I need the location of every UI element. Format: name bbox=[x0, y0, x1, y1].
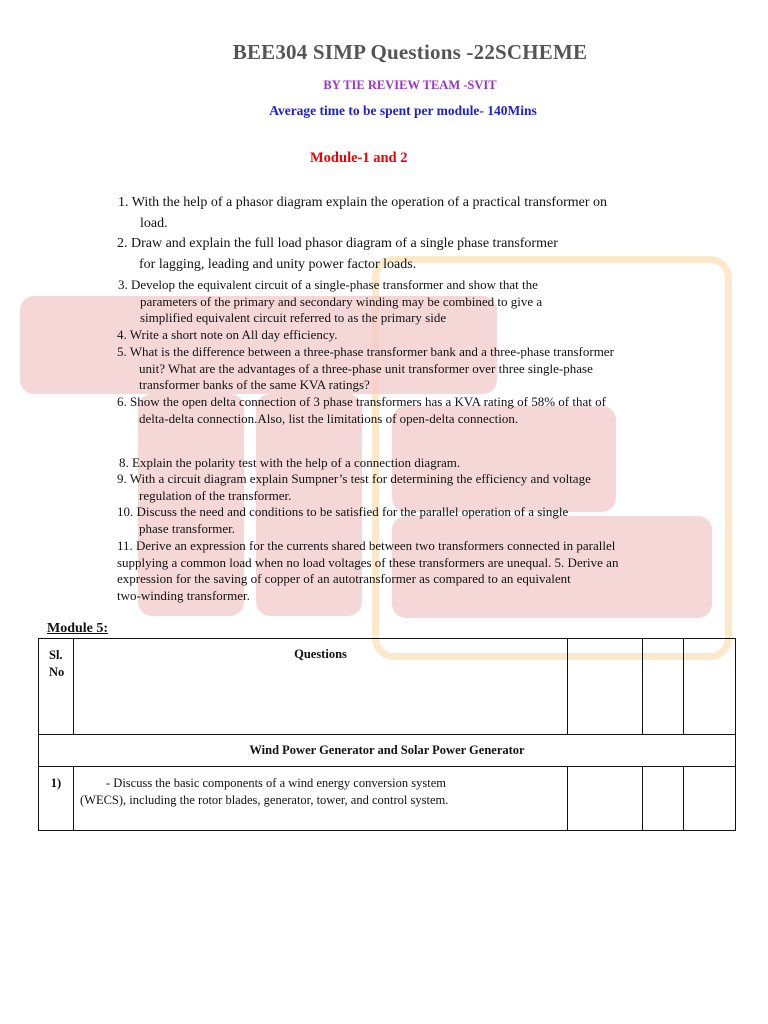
table-header-row bbox=[39, 639, 736, 735]
row-question bbox=[74, 767, 568, 831]
question-5-line3: transformer banks of the same KVA ratings? bbox=[139, 377, 370, 392]
module-5-heading: Module 5: bbox=[47, 621, 109, 636]
question-11 bbox=[117, 538, 717, 604]
row-empty-cell bbox=[643, 767, 684, 831]
question-1 bbox=[118, 192, 688, 234]
question-10 bbox=[117, 504, 707, 537]
question-5-line1: 5. What is the difference between a three-phase transformer bank and a three-phase transformer bbox=[117, 344, 614, 359]
question-3-line3: simplified equivalent circuit referred to as the primary side bbox=[140, 310, 447, 325]
question-10-line1: 10. Discuss the need and conditions to be satisfied for the parallel operation of a single bbox=[117, 504, 569, 519]
average-time-note: Average time to be spent per module- 140Mins bbox=[269, 103, 537, 118]
question-3-line2: parameters of the primary and secondary winding may be combined to give a bbox=[140, 293, 543, 309]
question-6-line2: delta-delta connection.Also, list the limitations of open-delta connection. bbox=[139, 410, 519, 426]
question-3 bbox=[118, 277, 698, 327]
document-title: BEE304 SIMP Questions -22SCHEME bbox=[232, 40, 588, 64]
row-number: 1) bbox=[39, 767, 74, 831]
table-row bbox=[39, 767, 736, 831]
question-5-line2: unit? What are the advantages of a three-phase unit transformer over three single-phase bbox=[139, 360, 593, 376]
question-9-line2: regulation of the transformer. bbox=[139, 487, 292, 503]
question-11-line3: expression for the saving of copper of an autotransformer as compared to an equivalent bbox=[117, 571, 571, 586]
module-1-2-heading: Module-1 and 2 bbox=[310, 150, 408, 166]
question-2-line1: 2. Draw and explain the full load phasor diagram of a single phase transformer bbox=[117, 236, 558, 251]
question-5 bbox=[117, 344, 707, 394]
question-11-line4: two-winding transformer. bbox=[117, 587, 250, 603]
question-2-line2: for lagging, leading and unity power factor loads. bbox=[139, 257, 417, 272]
module-5-question-table bbox=[38, 638, 736, 831]
question-6-line1: 6. Show the open delta connection of 3 phase transformers has a KVA rating of 58% of that of bbox=[117, 394, 606, 409]
table-section-row bbox=[39, 735, 736, 767]
row-empty-cell bbox=[684, 767, 736, 831]
question-8 bbox=[119, 455, 709, 472]
question-4-line1: 4. Write a short note on All day efficiency. bbox=[117, 327, 338, 342]
row-empty-cell bbox=[568, 767, 643, 831]
question-9-line1: 9. With a circuit diagram explain Sumpner’s test for determining the efficiency and voltage bbox=[117, 471, 591, 486]
question-9 bbox=[117, 471, 707, 504]
header-questions: Questions bbox=[74, 639, 568, 735]
section-title: Wind Power Generator and Solar Power Generator bbox=[39, 735, 736, 767]
header-sl-no: Sl. No bbox=[39, 639, 74, 735]
row-question-line2: (WECS), including the rotor blades, generator, tower, and control system. bbox=[80, 793, 449, 807]
row-question-line1: - Discuss the basic components of a wind energy conversion system bbox=[106, 776, 446, 790]
header-empty-cell bbox=[643, 639, 684, 735]
question-4 bbox=[117, 327, 697, 344]
question-8-line1: 8. Explain the polarity test with the help of a connection diagram. bbox=[119, 455, 461, 470]
question-2 bbox=[117, 233, 687, 275]
question-1-line2: load. bbox=[140, 216, 168, 231]
question-11-line1: 11. Derive an expression for the currents shared between two transformers connected in parallel bbox=[117, 538, 616, 553]
question-10-line2: phase transformer. bbox=[139, 520, 236, 536]
question-3-line1: 3. Develop the equivalent circuit of a single-phase transformer and show that the bbox=[118, 277, 538, 292]
question-11-line2: supplying a common load when no load voltages of these transformers are unequal. 5. Derive an bbox=[117, 554, 619, 570]
question-1-line1: 1. With the help of a phasor diagram explain the operation of a practical transformer on bbox=[118, 195, 608, 210]
question-6 bbox=[117, 394, 707, 427]
header-empty-cell bbox=[568, 639, 643, 735]
header-empty-cell bbox=[684, 639, 736, 735]
byline: BY TIE REVIEW TEAM -SVIT bbox=[323, 78, 497, 92]
